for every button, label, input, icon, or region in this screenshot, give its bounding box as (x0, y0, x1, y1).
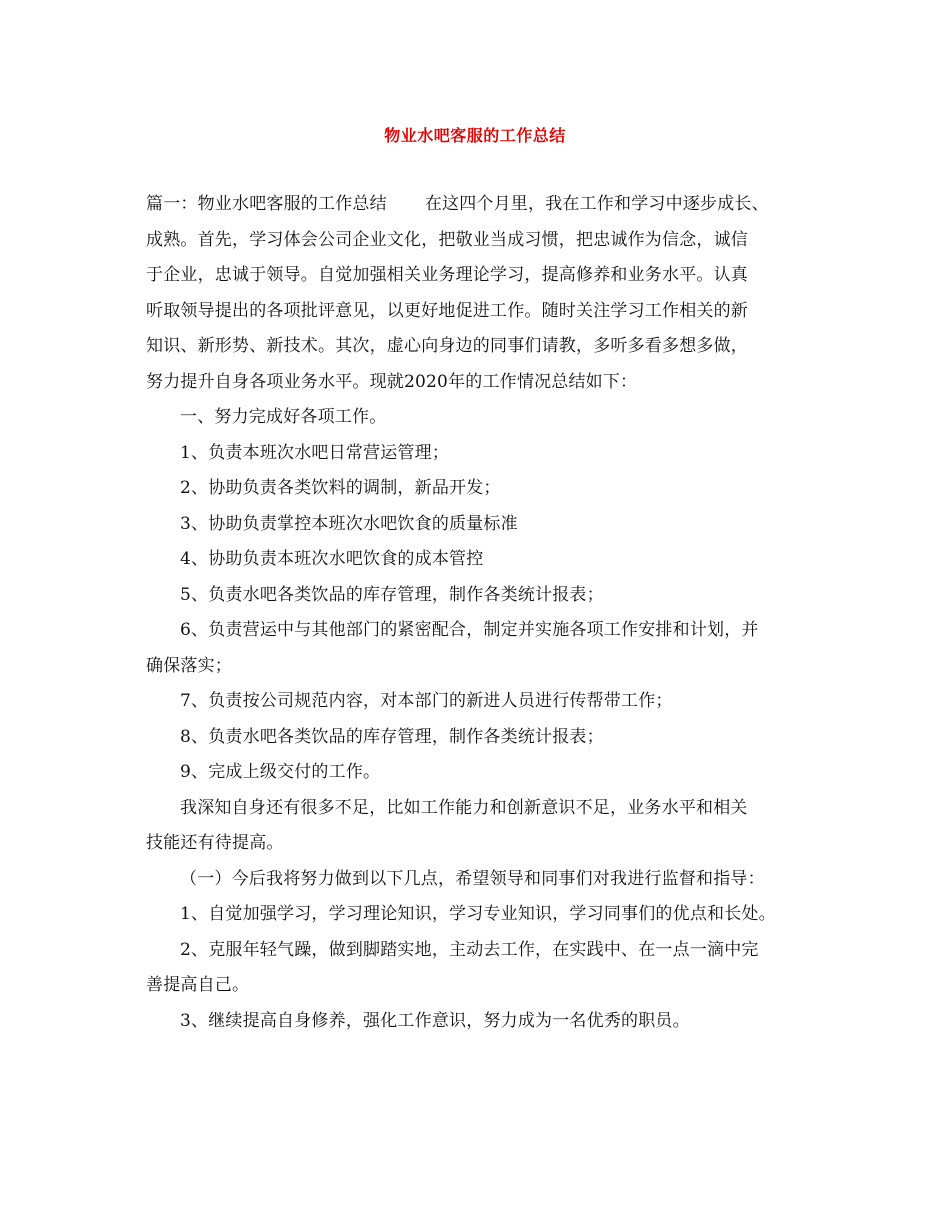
list-item: 2、协助负责各类饮料的调制，新品开发； (180, 478, 501, 498)
paragraph-line: 听取领导提出的各项批评意见，以更好地促进工作。随时关注学习工作相关的新 (146, 300, 748, 321)
paragraph-line: 技能还有待提高。 (146, 833, 284, 853)
list-item: 3、继续提高自身修养，强化工作意识，努力成为一名优秀的职员。 (180, 1010, 690, 1031)
section-heading: （一）今后我将努力做到以下几点，希望领导和同事们对我进行监督和指导： (180, 868, 765, 889)
list-item: 2、克服年轻气躁，做到脚踏实地，主动去工作，在实践中、在一点一滴中完 (180, 939, 759, 960)
list-item: 5、负责水吧各类饮品的库存管理，制作各类统计报表； (180, 584, 604, 605)
section-heading: 一、努力完成好各项工作。 (180, 407, 387, 427)
paragraph-line: 成熟。首先，学习体会公司企业文化，把敬业当成习惯，把忠诚作为信念，诚信 (146, 229, 748, 250)
list-item: 1、负责本班次水吧日常营运管理； (180, 442, 450, 463)
list-item: 9、完成上级交付的工作。 (180, 762, 381, 782)
list-item: 7、负责按公司规范内容，对本部门的新进人员进行传帮带工作； (180, 691, 673, 711)
list-item: 8、负责水吧各类饮品的库存管理，制作各类统计报表； (180, 726, 604, 747)
list-item: 1、自觉加强学习，学习理论知识，学习专业知识，学习同事们的优点和长处。 (180, 904, 776, 924)
list-item: 3、协助负责掌控本班次水吧饮食的质量标准 (180, 513, 518, 534)
paragraph-text: 在这四个月里，我在工作和学习中逐步成长、 (424, 194, 769, 214)
list-item-continuation: 确保落实； (146, 655, 232, 676)
section-heading: 篇一：物业水吧客服的工作总结 (146, 194, 387, 214)
paragraph-line: 我深知自身还有很多不足，比如工作能力和创新意识不足，业务水平和相关 (180, 797, 748, 818)
paragraph-line (146, 193, 814, 229)
paragraph-line: 于企业，忠诚于领导。自觉加强相关业务理论学习，提高修养和业务水平。认真 (146, 265, 748, 285)
list-item: 4、协助负责本班次水吧饮食的成本管控 (180, 549, 484, 569)
paragraph-line: 知识、新形势、新技术。其次，虚心向身边的同事们请教，多听多看多想多做， (146, 336, 748, 356)
document-title: 物业水吧客服的工作总结 (384, 126, 566, 145)
list-item-continuation: 善提高自己。 (146, 975, 250, 995)
list-item: 6、负责营运中与其他部门的紧密配合，制定并实施各项工作安排和计划，并 (180, 620, 759, 640)
document-body (146, 193, 814, 1045)
paragraph-line: 努力提升自身各项业务水平。现就2020年的工作情况总结如下： (146, 371, 638, 392)
